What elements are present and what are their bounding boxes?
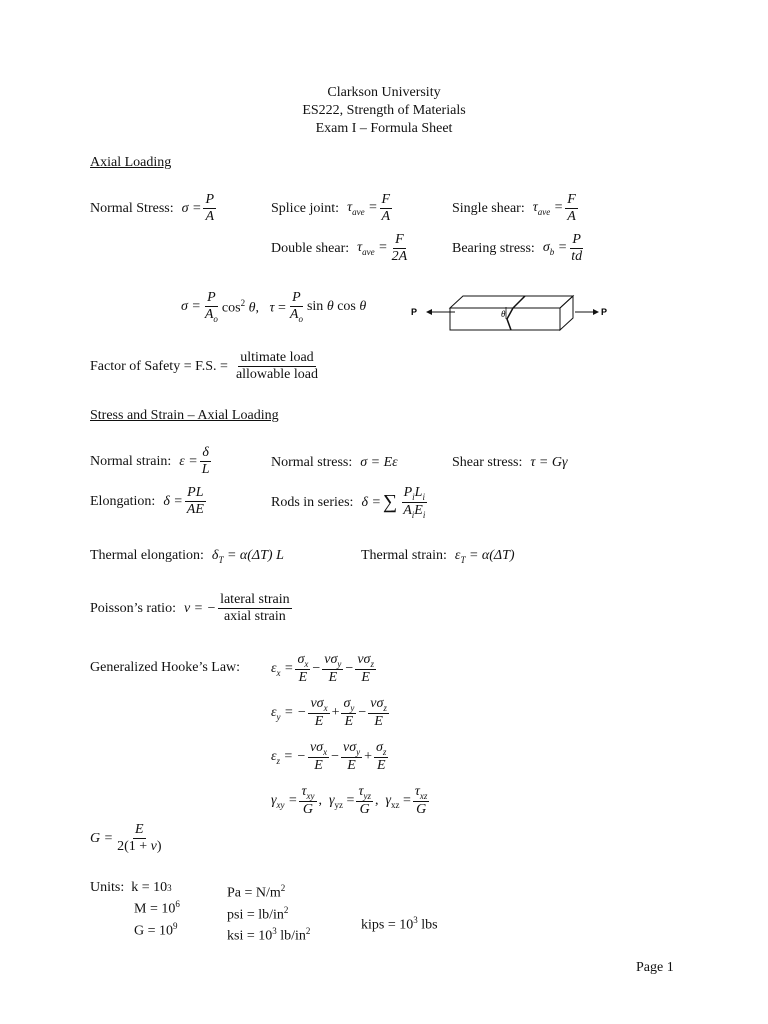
- unit-M: M = 10: [134, 901, 176, 917]
- unit-kips-b: lbs: [417, 917, 438, 933]
- hooke-label: Generalized Hooke’s Law:: [90, 660, 241, 675]
- rods-in-series-formula: Rods in series: δ = ∑ $\frac{P_iL_i}{A_iE_i}$: [271, 485, 426, 520]
- thermal-strain-label: Thermal strain:: [361, 548, 447, 564]
- poisson-ratio-formula: Poisson’s ratio: ν = − $\frac{\text{lateral strain}}{\text{axial strain}}$: [90, 592, 290, 625]
- normal-strain-formula: Normal strain: ε = $\frac{\delta}{L}$: [90, 445, 210, 478]
- unit-kips: [361, 912, 438, 934]
- rods-in-series-label: Rods in series:: [271, 494, 354, 510]
- unit-G: G = 10: [134, 923, 174, 939]
- header-line-3: Exam I – Formula Sheet: [315, 121, 453, 136]
- unit-k: k = 10: [131, 880, 168, 895]
- axial-bar-diagram: [405, 290, 620, 335]
- shear-stress-formula: Shear stress: τ = Gγ: [452, 455, 568, 470]
- section-axial-loading: Axial Loading: [90, 155, 172, 170]
- unit-kips-exp: 3: [413, 915, 418, 925]
- units-label: Units:: [90, 880, 125, 895]
- units-block-2: [227, 880, 310, 945]
- fos-label: Factor of Safety = F.S. =: [90, 358, 228, 374]
- oblique-plane-formula: σ = $\frac{P}{A_o}$ $\cos^2 \theta$, τ = $\frac{P}{A_o}$ sin θ cos θ: [181, 290, 367, 324]
- normal-stress-formula: Normal Stress: σ = $\frac{P}{A}$: [90, 192, 215, 225]
- thermal-elongation-label: Thermal elongation:: [90, 548, 204, 564]
- normal-strain-label: Normal strain:: [90, 453, 172, 469]
- elongation-label: Elongation:: [90, 493, 156, 509]
- hooke-eps-z: $\varepsilon_z$ = − $\frac{\nu\sigma_x}{E}$ − $\frac{\nu\sigma_y}{E}$ + $\frac{\sigma_z}{E}$: [271, 740, 387, 774]
- poisson-denominator: axial strain: [223, 609, 286, 625]
- shear-stress-label: Shear stress:: [452, 455, 523, 470]
- bearing-stress-formula: Bearing stress: $\sigma_b$ = $\frac{P}{td}$: [452, 232, 583, 265]
- unit-kips-a: kips = 10: [361, 917, 414, 933]
- double-shear-formula: Double shear: $\tau_{ave}$ = $\frac{F}{2A}$: [271, 232, 408, 265]
- single-shear-formula: Single shear: $\tau_{ave}$ = $\frac{F}{A}$: [452, 192, 576, 225]
- normal-stress2-label: Normal stress:: [271, 455, 353, 470]
- splice-joint-formula: Splice joint: $\tau_{ave}$ = $\frac{F}{A}$: [271, 192, 391, 225]
- poisson-numerator: lateral strain: [218, 592, 292, 609]
- shear-modulus-formula: G = $\frac{E}{2(1 + \nu)}$: [90, 822, 162, 855]
- document-header: [0, 84, 768, 138]
- section-stress-strain: Stress and Strain – Axial Loading: [90, 408, 279, 423]
- poisson-label: Poisson’s ratio:: [90, 600, 176, 616]
- header-line-2: ES222, Strength of Materials: [302, 103, 466, 118]
- fos-denominator: allowable load: [235, 367, 318, 383]
- unit-ksi-b: lb/in: [276, 928, 306, 944]
- normal-stress-hooke-formula: Normal stress: σ = Eε: [271, 455, 398, 470]
- normal-stress-label: Normal Stress:: [90, 200, 174, 216]
- unit-ksi-exp: 3: [272, 926, 277, 937]
- hooke-eps-x: $\varepsilon_x$ = $\frac{\sigma_x}{E}$ − $\frac{\nu\sigma_y}{E}$ − $\frac{\nu\sigma_z}{E}$: [271, 652, 374, 686]
- theta-label: θ: [501, 309, 506, 319]
- unit-psi-exp: 2: [283, 904, 289, 915]
- header-line-1: Clarkson University: [327, 85, 441, 100]
- unit-pa-exp: 2: [280, 883, 286, 893]
- unit-psi: psi = lb/in: [227, 907, 284, 923]
- splice-joint-label: Splice joint:: [271, 200, 340, 216]
- elongation-formula: Elongation: δ = $\frac{PL}{AE}$: [90, 485, 204, 518]
- thermal-strain-formula: Thermal strain: $\varepsilon_T = \alpha(\Delta T)$: [361, 548, 515, 565]
- unit-G-exp: 9: [173, 920, 178, 931]
- thermal-elongation-formula: Thermal elongation: $\delta_T = \alpha(\Delta T)$ L: [90, 548, 284, 565]
- unit-M-exp: 6: [175, 899, 180, 909]
- double-shear-label: Double shear:: [271, 240, 350, 256]
- unit-k-exp: 3: [167, 883, 172, 893]
- page-number: Page 1: [636, 960, 674, 975]
- fos-numerator: ultimate load: [238, 350, 315, 367]
- bearing-stress-label: Bearing stress:: [452, 240, 535, 256]
- p-right-label: P: [601, 307, 608, 317]
- hooke-eps-y: $\varepsilon_y$ = − $\frac{\nu\sigma_x}{E}$ + $\frac{\sigma_y}{E}$ − $\frac{\nu\sigma_z}{E}$: [271, 696, 387, 730]
- units-block: [90, 880, 180, 939]
- p-left-label: P: [411, 307, 418, 317]
- factor-of-safety-formula: [90, 350, 322, 383]
- unit-ksi-exp2: 2: [305, 926, 311, 937]
- hooke-gamma: $\gamma_{xy}$ = $\frac{\tau_{xy}}{G}$ , $\gamma_{yz}$ = $\frac{\tau_{yz}}{G}$ , $\gamma_{xz}$ = $\frac{\tau_{xz}}{G}$: [271, 784, 428, 818]
- single-shear-label: Single shear:: [452, 200, 525, 216]
- unit-ksi: ksi = 10: [227, 928, 273, 944]
- unit-pa: Pa = N/m: [227, 885, 281, 901]
